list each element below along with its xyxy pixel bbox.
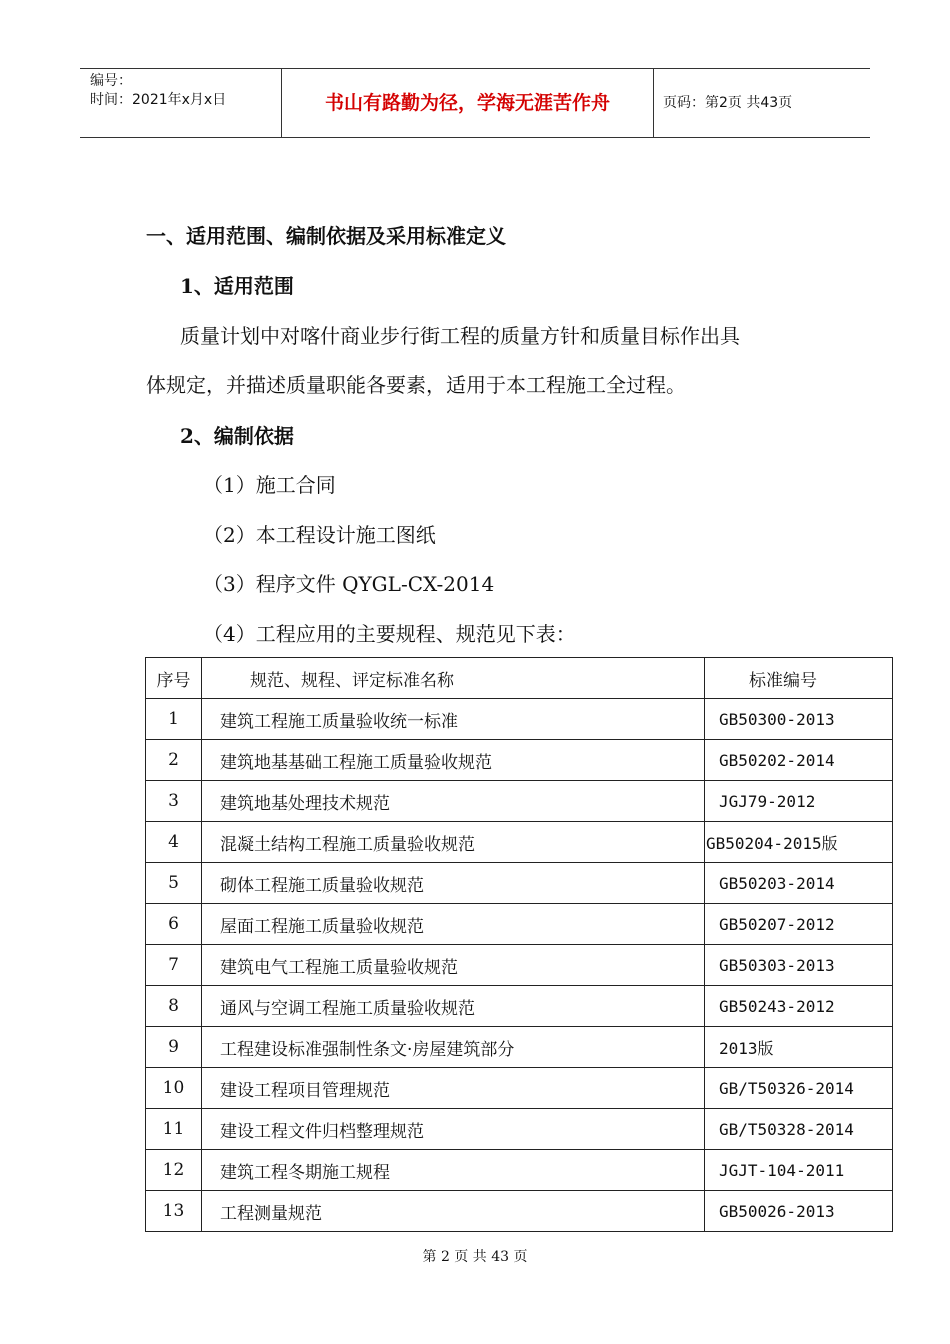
row-number: 9 (146, 1027, 202, 1068)
row-standard-code: GB50204-2015版 (705, 822, 893, 863)
table-row (146, 1027, 893, 1068)
row-standard-name: 建设工程项目管理规范 (202, 1068, 705, 1109)
table-row (146, 699, 893, 740)
row-standard-code: GB50026-2013 (705, 1191, 893, 1232)
row-standard-code: GB50303-2013 (705, 945, 893, 986)
table-row (146, 1191, 893, 1232)
row-number: 4 (146, 822, 202, 863)
header-time-label: 时间：2021年x月x日 (90, 92, 227, 108)
column-header-name: 规范、规程、评定标准名称 (202, 658, 705, 699)
row-number: 5 (146, 863, 202, 904)
row-standard-name: 工程测量规范 (202, 1191, 705, 1232)
standards-table (145, 657, 893, 1232)
row-number: 10 (146, 1068, 202, 1109)
row-standard-name: 工程建设标准强制性条文·房屋建筑部分 (202, 1027, 705, 1068)
row-standard-code: 2013版 (705, 1027, 893, 1068)
row-number: 8 (146, 986, 202, 1027)
scope-paragraph-line-1: 质量计划中对喀什商业步行街工程的质量方针和质量目标作出具 (180, 324, 740, 348)
table-row (146, 822, 893, 863)
column-header-number: 序号 (146, 658, 202, 699)
table-row (146, 986, 893, 1027)
row-standard-code: GB50202-2014 (705, 740, 893, 781)
page-header (80, 68, 870, 138)
row-number: 13 (146, 1191, 202, 1232)
table-row (146, 1150, 893, 1191)
header-divider (653, 69, 654, 137)
row-standard-name: 混凝土结构工程施工质量验收规范 (202, 822, 705, 863)
page-footer: 第 2 页 共 43 页 (422, 1249, 528, 1265)
table-row (146, 1068, 893, 1109)
table-row (146, 904, 893, 945)
section-title: 一、适用范围、编制依据及采用标准定义 (146, 224, 506, 248)
table-row (146, 781, 893, 822)
table-header-row (146, 658, 893, 699)
basis-item: （2）本工程设计施工图纸 (203, 523, 436, 547)
header-motto: 书山有路勤为径，学海无涯苦作舟 (324, 92, 610, 114)
table-row (146, 740, 893, 781)
row-standard-name: 屋面工程施工质量验收规范 (202, 904, 705, 945)
row-number: 2 (146, 740, 202, 781)
table-row (146, 945, 893, 986)
row-number: 6 (146, 904, 202, 945)
row-standard-name: 建筑地基处理技术规范 (202, 781, 705, 822)
header-number-label: 编号： (90, 73, 132, 89)
row-standard-name: 通风与空调工程施工质量验收规范 (202, 986, 705, 1027)
row-standard-name: 建筑电气工程施工质量验收规范 (202, 945, 705, 986)
row-standard-code: GB50207-2012 (705, 904, 893, 945)
row-standard-code: JGJT-104-2011 (705, 1150, 893, 1191)
row-number: 1 (146, 699, 202, 740)
basis-item: （4）工程应用的主要规程、规范见下表： (203, 622, 576, 646)
header-page-label: 页码：第2页 共43页 (663, 95, 793, 111)
column-header-code: 标准编号 (705, 658, 893, 699)
row-number: 7 (146, 945, 202, 986)
scope-paragraph-line-2: 体规定，并描述质量职能各要素，适用于本工程施工全过程。 (146, 373, 686, 397)
row-standard-name: 建筑工程施工质量验收统一标准 (202, 699, 705, 740)
row-standard-code: GB50243-2012 (705, 986, 893, 1027)
row-number: 12 (146, 1150, 202, 1191)
row-standard-name: 砌体工程施工质量验收规范 (202, 863, 705, 904)
row-standard-code: GB/T50326-2014 (705, 1068, 893, 1109)
table-row (146, 863, 893, 904)
basis-heading: 2、编制依据 (180, 424, 294, 448)
row-standard-code: GB50203-2014 (705, 863, 893, 904)
row-standard-name: 建筑地基基础工程施工质量验收规范 (202, 740, 705, 781)
scope-heading: 1、适用范围 (180, 274, 294, 298)
row-number: 3 (146, 781, 202, 822)
row-standard-code: GB/T50328-2014 (705, 1109, 893, 1150)
row-standard-code: JGJ79-2012 (705, 781, 893, 822)
row-standard-name: 建筑工程冬期施工规程 (202, 1150, 705, 1191)
row-number: 11 (146, 1109, 202, 1150)
basis-item: （1）施工合同 (203, 473, 336, 497)
basis-item: （3）程序文件 QYGL-CX-2014 (203, 572, 495, 596)
row-standard-name: 建设工程文件归档整理规范 (202, 1109, 705, 1150)
table-row (146, 1109, 893, 1150)
row-standard-code: GB50300-2013 (705, 699, 893, 740)
header-meta (90, 72, 226, 110)
